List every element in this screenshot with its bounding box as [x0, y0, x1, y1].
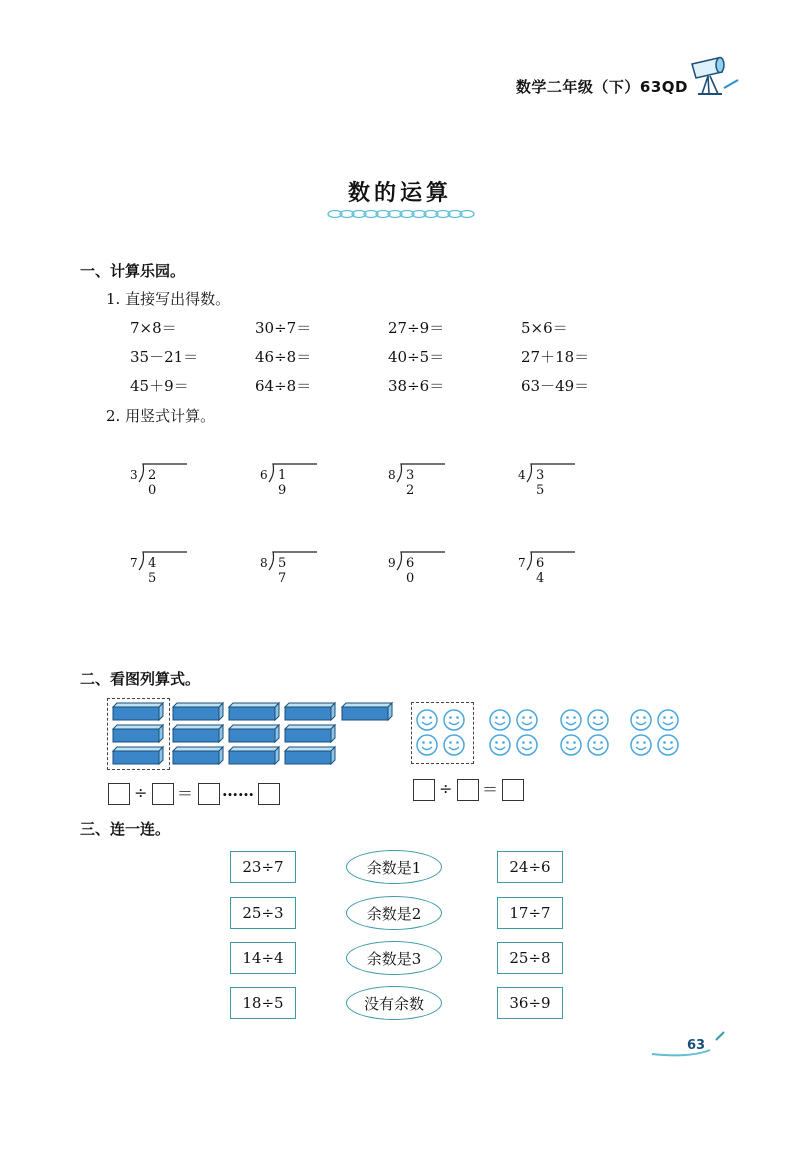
smiley-icon: [444, 710, 464, 730]
divisor: 7: [130, 556, 138, 570]
expression-box-left[interactable]: 14÷4: [230, 942, 296, 974]
divisor: 7: [518, 556, 526, 570]
remainder-oval[interactable]: 余数是1: [346, 850, 442, 884]
equation: 45＋9＝: [130, 377, 189, 395]
remainder-oval[interactable]: 余数是3: [346, 941, 442, 975]
brick: [113, 747, 163, 764]
smiley-icon: [517, 735, 537, 755]
dividend: 5 7: [278, 556, 297, 586]
expression-box-right[interactable]: 36÷9: [497, 987, 563, 1019]
expression-box-left[interactable]: 23÷7: [230, 851, 296, 883]
dividend: 4 5: [148, 556, 167, 586]
answer-box[interactable]: [502, 779, 524, 801]
answer-box[interactable]: [258, 783, 280, 805]
equation: 5×6＝: [521, 319, 568, 337]
answer-box[interactable]: [152, 783, 174, 805]
dividend: 3 5: [536, 468, 555, 498]
divisor: 9: [388, 556, 396, 570]
divisor: 4: [518, 468, 526, 482]
smiley-icon: [658, 735, 678, 755]
brick: [285, 747, 335, 764]
divide-sign: ÷: [134, 783, 148, 802]
smiley-icon: [631, 710, 651, 730]
smiley-icon: [561, 710, 581, 730]
divide-sign: ÷: [439, 779, 453, 798]
answer-box[interactable]: [108, 783, 130, 805]
equation: 38÷6＝: [388, 377, 445, 395]
equation: 40÷5＝: [388, 348, 445, 366]
divisor: 8: [388, 468, 396, 482]
smiley-illustration: [415, 706, 685, 762]
smiley-icon: [588, 735, 608, 755]
expression-box-right[interactable]: 24÷6: [497, 851, 563, 883]
brick-illustration: [110, 700, 410, 772]
brick: [229, 725, 279, 742]
remainder-dots: ……: [222, 781, 254, 800]
smiley-icon: [490, 735, 510, 755]
equation: 46÷8＝: [255, 348, 312, 366]
smiley-icon: [444, 735, 464, 755]
brick: [285, 725, 335, 742]
smiley-icon: [588, 710, 608, 730]
equation: 64÷8＝: [255, 377, 312, 395]
brick: [342, 703, 392, 720]
brick: [113, 725, 163, 742]
question-2-label: 2. 用竖式计算。: [106, 407, 216, 425]
telescope-icon: [688, 54, 740, 104]
answer-box[interactable]: [413, 779, 435, 801]
brick: [113, 703, 163, 720]
brick: [229, 703, 279, 720]
remainder-oval[interactable]: 余数是2: [346, 896, 442, 930]
expression-box-left[interactable]: 18÷5: [230, 987, 296, 1019]
smiley-icon: [490, 710, 510, 730]
smiley-icon: [658, 710, 678, 730]
equation: 7×8＝: [130, 319, 177, 337]
answer-box[interactable]: [457, 779, 479, 801]
divisor: 6: [260, 468, 268, 482]
dividend: 2 0: [148, 468, 167, 498]
brick: [173, 747, 223, 764]
equation: 27＋18＝: [521, 348, 590, 366]
section-heading-1: 一、计算乐园。: [80, 262, 186, 280]
equation: 35－21＝: [130, 348, 199, 366]
divisor: 8: [260, 556, 268, 570]
smiley-icon: [517, 710, 537, 730]
equals-sign: ＝: [177, 784, 194, 803]
equation: 63－49＝: [521, 377, 590, 395]
question-1-label: 1. 直接写出得数。: [106, 290, 231, 308]
dividend: 6 4: [536, 556, 555, 586]
brick: [173, 703, 223, 720]
section-heading-2: 二、看图列算式。: [80, 670, 201, 688]
smiley-icon: [561, 735, 581, 755]
section-heading-3: 三、连一连。: [80, 820, 171, 838]
brick: [173, 725, 223, 742]
smiley-icon: [417, 710, 437, 730]
dividend: 1 9: [278, 468, 297, 498]
answer-box[interactable]: [198, 783, 220, 805]
remainder-oval[interactable]: 没有余数: [346, 986, 442, 1020]
expression-box-right[interactable]: 17÷7: [497, 897, 563, 929]
brick: [229, 747, 279, 764]
header-title: 数学二年级（下）63QD: [515, 78, 688, 96]
expression-box-right[interactable]: 25÷8: [497, 942, 563, 974]
smiley-icon: [417, 735, 437, 755]
equation: 27÷9＝: [388, 319, 445, 337]
smiley-icon: [631, 735, 651, 755]
brick: [285, 703, 335, 720]
expression-box-left[interactable]: 25÷3: [230, 897, 296, 929]
dividend: 3 2: [406, 468, 425, 498]
title-underline-ornament: [325, 206, 475, 225]
dividend: 6 0: [406, 556, 425, 586]
equation: 30÷7＝: [255, 319, 312, 337]
divisor: 3: [130, 468, 138, 482]
equals-sign: ＝: [482, 780, 499, 799]
page-number: 63: [687, 1038, 706, 1053]
page-title: 数的运算: [347, 181, 452, 206]
